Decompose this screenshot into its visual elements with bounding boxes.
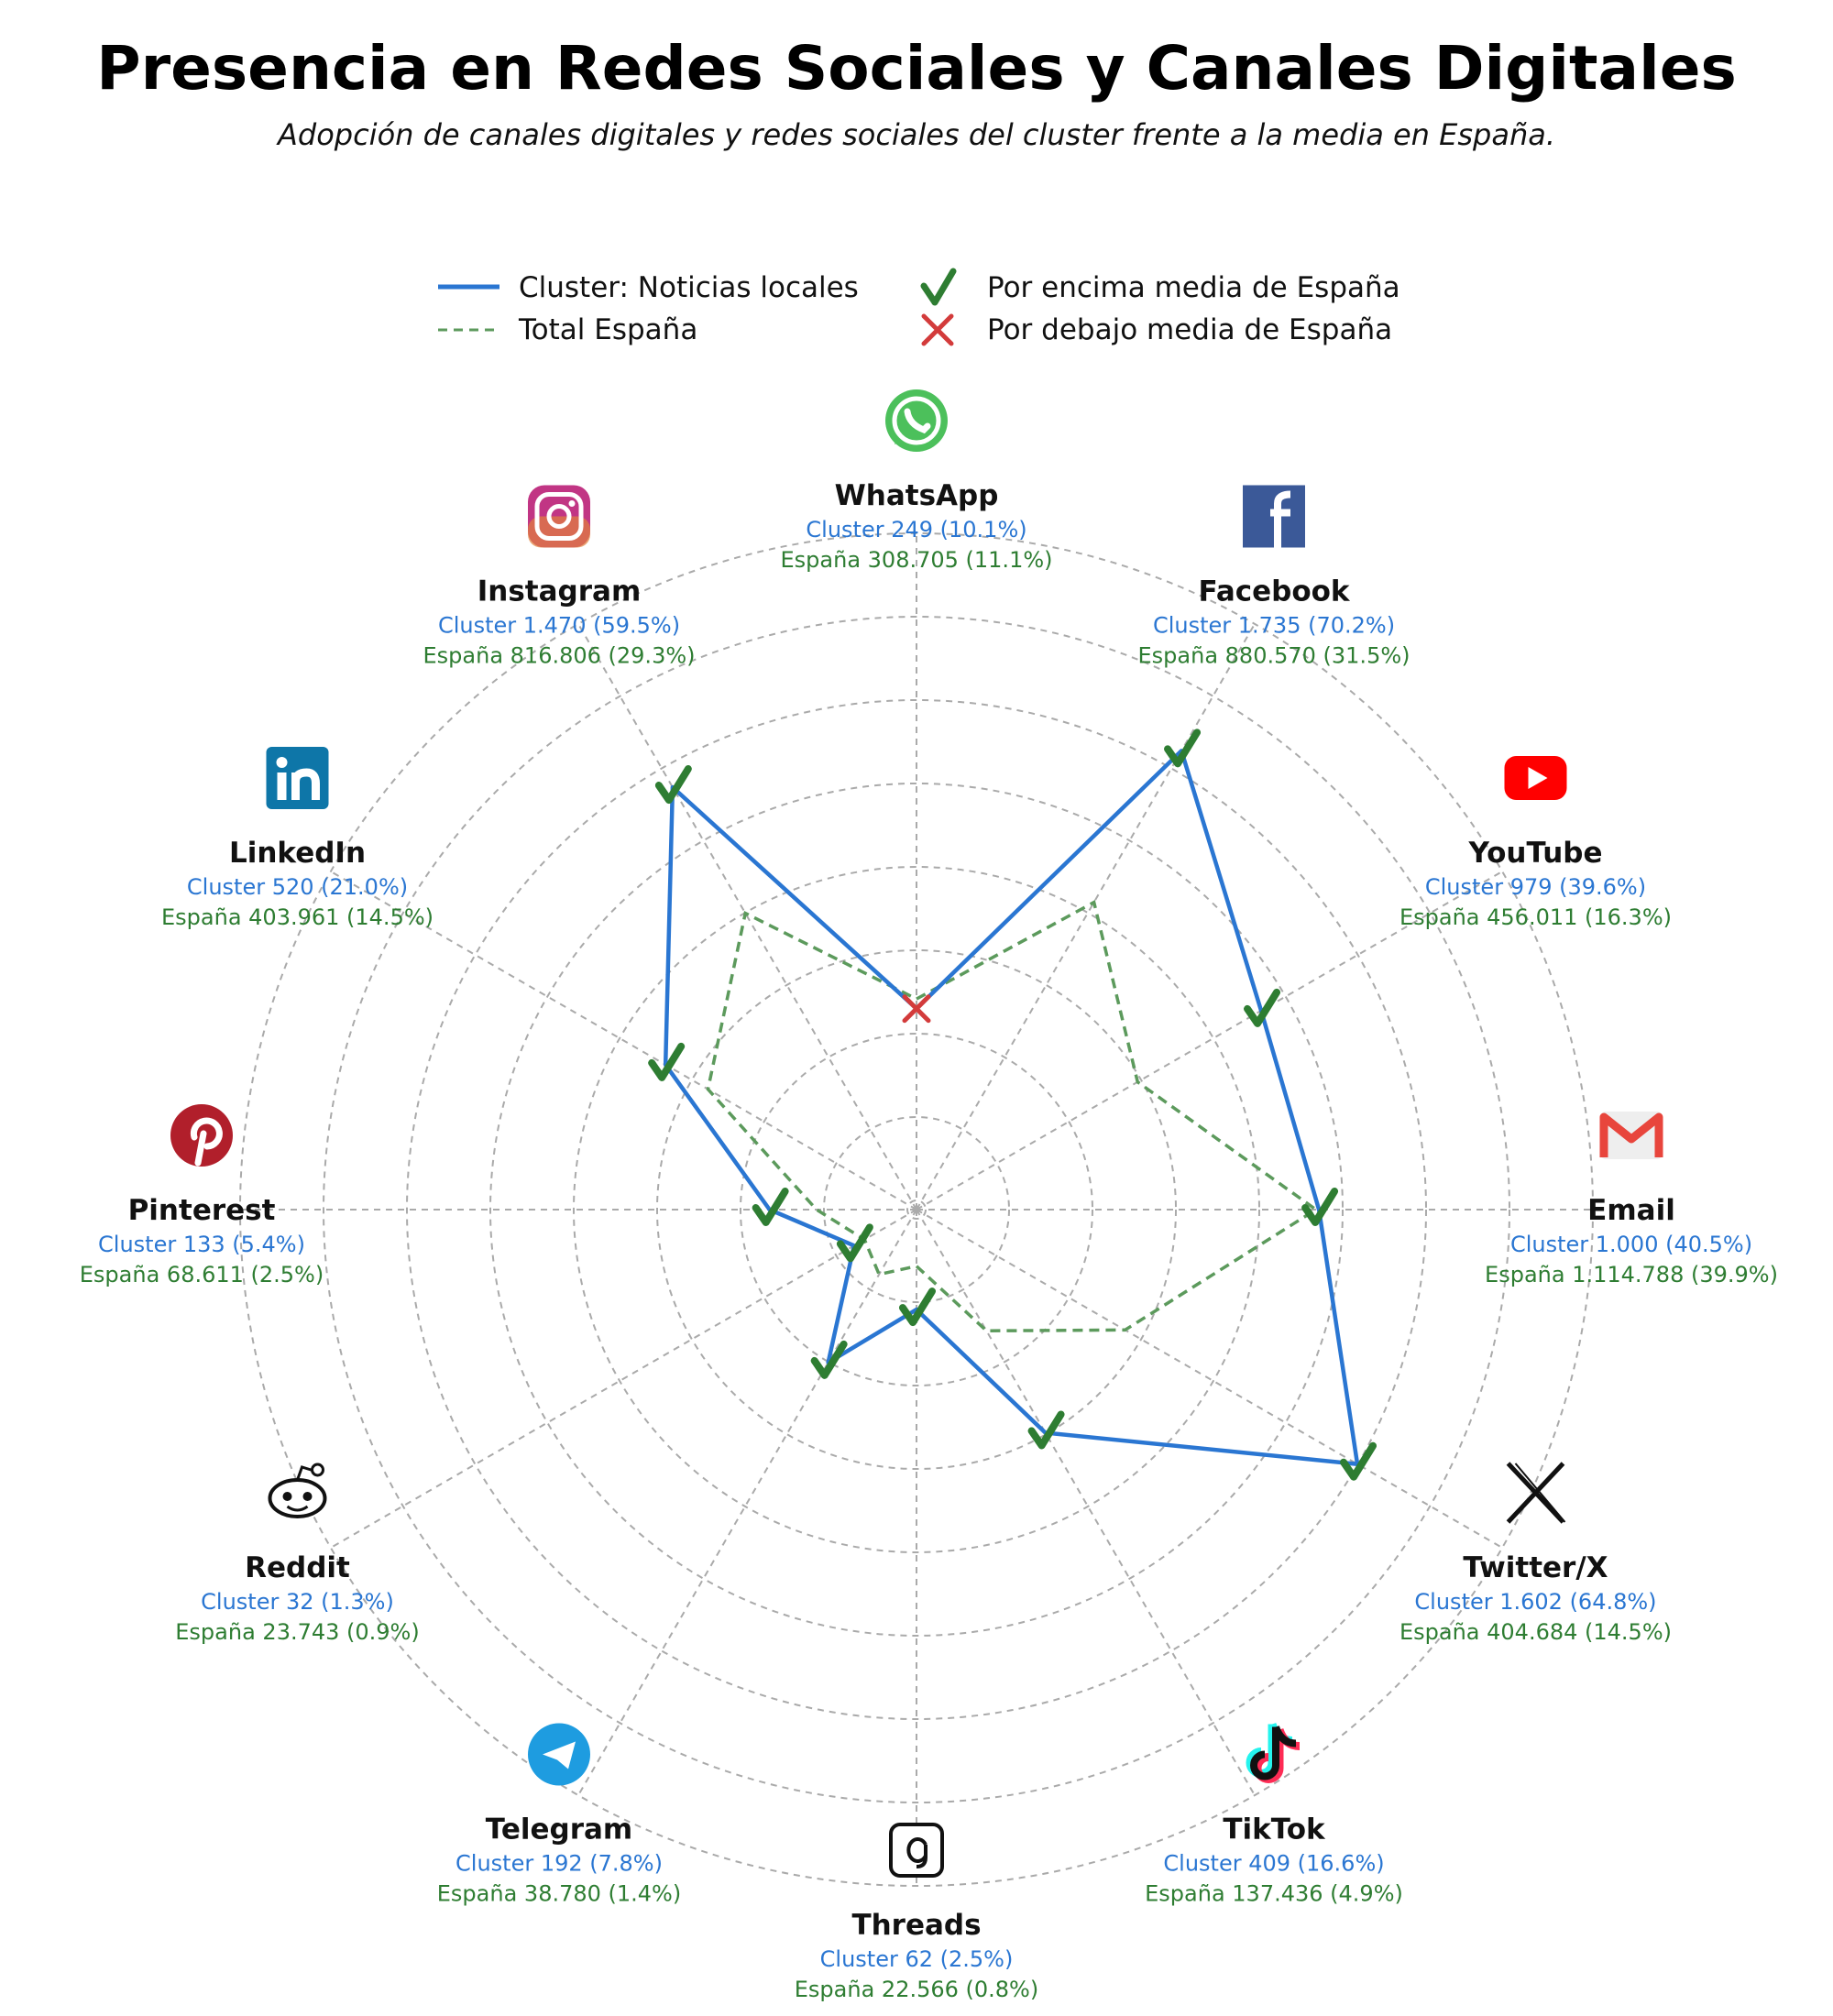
- marker-above-icon: [1032, 1414, 1061, 1445]
- grid-spoke: [578, 1210, 916, 1795]
- category-cluster-value: Cluster 133 (5.4%): [98, 1232, 305, 1257]
- grid-spoke: [331, 1210, 916, 1548]
- category-name: Instagram: [477, 575, 642, 608]
- gmail-icon: [1600, 1112, 1663, 1159]
- category-label-group: [80, 1104, 324, 1287]
- marker-above-icon: [1168, 732, 1197, 763]
- legend-cross-icon: [924, 316, 951, 344]
- legend-below-label: Por debajo media de España: [987, 313, 1393, 346]
- tiktok-icon: [1250, 1724, 1300, 1779]
- category-spain-value: España 403.961 (14.5%): [161, 904, 434, 930]
- category-cluster-value: Cluster 1.602 (64.8%): [1414, 1589, 1657, 1615]
- category-label-group: [781, 389, 1053, 573]
- category-name: LinkedIn: [228, 837, 367, 870]
- category-spain-value: España 22.566 (0.8%): [794, 1977, 1039, 2002]
- category-name: Telegram: [485, 1813, 633, 1846]
- category-name: Pinterest: [127, 1194, 276, 1227]
- category-name: Email: [1587, 1194, 1675, 1227]
- telegram-icon: [528, 1723, 590, 1785]
- category-cluster-value: Cluster 192 (7.8%): [456, 1850, 663, 1877]
- category-spain-value: España 880.570 (31.5%): [1137, 642, 1410, 669]
- category-spain-value: España 137.436 (4.9%): [1145, 1880, 1403, 1907]
- whatsapp-icon: [885, 389, 948, 452]
- chart-title: Presencia en Redes Sociales y Canales Digitales: [96, 33, 1737, 104]
- category-name: Twitter/X: [1463, 1551, 1608, 1584]
- grid-spoke: [916, 1210, 1502, 1548]
- instagram-icon: [528, 486, 590, 548]
- category-name: TikTok: [1223, 1813, 1325, 1846]
- grid-spoke: [578, 624, 916, 1210]
- category-spain-value: España 38.780 (1.4%): [436, 1880, 682, 1907]
- category-cluster-value: Cluster 32 (1.3%): [201, 1589, 394, 1615]
- category-spain-value: España 816.806 (29.3%): [423, 642, 696, 669]
- category-label-group: [437, 1723, 681, 1906]
- category-label-group: [1138, 486, 1410, 669]
- threads-icon: [891, 1824, 942, 1876]
- legend-check-icon: [924, 271, 953, 302]
- category-cluster-value: Cluster 249 (10.1%): [806, 517, 1027, 542]
- category-name: YouTube: [1468, 837, 1603, 870]
- radar-grid: [240, 533, 1593, 1886]
- category-name: Threads: [851, 1909, 982, 1942]
- category-spain-value: España 1.114.788 (39.9%): [1485, 1262, 1778, 1287]
- facebook-icon: [1243, 486, 1305, 548]
- grid-spoke: [916, 1210, 1255, 1795]
- category-name: Reddit: [245, 1551, 350, 1584]
- legend-cluster-label: Cluster: Noticias locales: [519, 271, 859, 304]
- category-cluster-value: Cluster 1.000 (40.5%): [1509, 1232, 1753, 1257]
- category-label-group: [423, 486, 696, 669]
- category-cluster-value: Cluster 62 (2.5%): [819, 1946, 1014, 1972]
- category-name: WhatsApp: [834, 479, 999, 512]
- pinterest-icon: [170, 1104, 233, 1167]
- category-cluster-value: Cluster 520 (21.0%): [186, 874, 409, 900]
- linkedin-icon: [267, 747, 329, 809]
- x-icon: [1508, 1463, 1564, 1522]
- legend: [438, 271, 1400, 346]
- category-label-group: [1399, 1463, 1672, 1645]
- legend-spain-label: Total España: [519, 313, 698, 346]
- category-cluster-value: Cluster 1.470 (59.5%): [437, 612, 681, 639]
- radar-series: [665, 751, 1357, 1463]
- series-cluster-line: [665, 751, 1357, 1463]
- category-spain-value: España 68.611 (2.5%): [79, 1262, 324, 1287]
- category-spain-value: España 23.743 (0.9%): [175, 1619, 420, 1645]
- category-label-group: [1399, 756, 1672, 930]
- category-label-group: [795, 1824, 1038, 2002]
- category-labels: [80, 389, 1778, 2002]
- category-spain-value: España 404.684 (14.5%): [1399, 1619, 1672, 1645]
- category-label-group: [175, 1464, 419, 1645]
- category-name: Facebook: [1198, 575, 1350, 608]
- category-cluster-value: Cluster 979 (39.6%): [1424, 874, 1647, 900]
- legend-above-label: Por encima media de España: [987, 271, 1400, 304]
- grid-spoke: [916, 624, 1255, 1210]
- category-label-group: [1485, 1112, 1778, 1287]
- category-label-group: [161, 747, 434, 930]
- chart-subtitle: Adopción de canales digitales y redes sociales del cluster frente a la media en España.: [277, 117, 1556, 152]
- youtube-icon: [1504, 756, 1566, 800]
- radar-markers: [652, 732, 1373, 1476]
- category-spain-value: España 308.705 (11.1%): [780, 547, 1053, 573]
- category-cluster-value: Cluster 1.735 (70.2%): [1152, 612, 1396, 639]
- reddit-icon: [270, 1464, 325, 1517]
- category-label-group: [1145, 1724, 1403, 1906]
- series-spain-line: [708, 903, 1315, 1331]
- category-spain-value: España 456.011 (16.3%): [1399, 904, 1672, 930]
- category-cluster-value: Cluster 409 (16.6%): [1163, 1850, 1385, 1877]
